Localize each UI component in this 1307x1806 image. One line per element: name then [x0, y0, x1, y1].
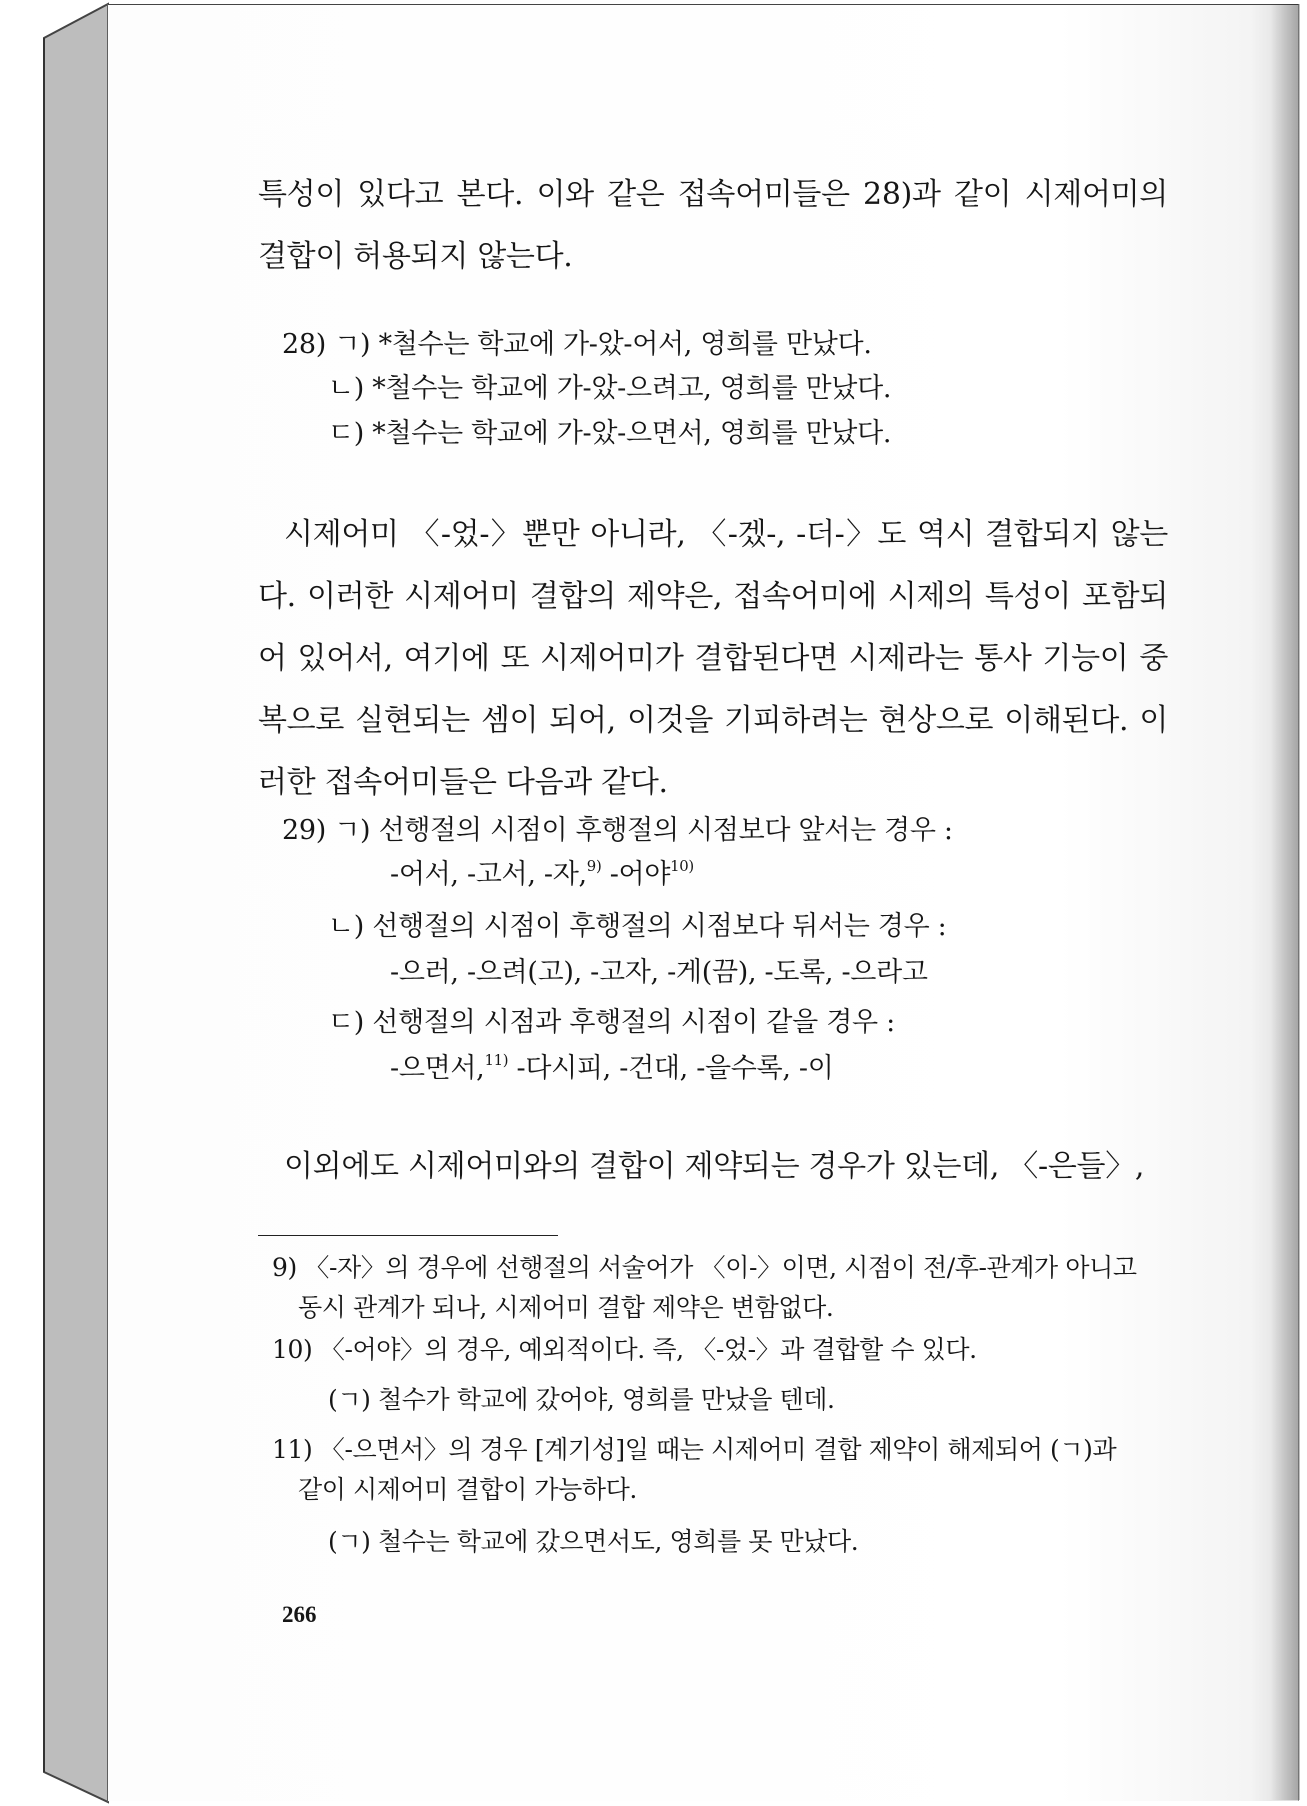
- example-29-a-heading: 29) ㄱ) 선행절의 시점이 후행절의 시점보다 앞서는 경우 :: [282, 815, 953, 846]
- footnote-10-example: (ㄱ) 철수가 학교에 갔어야, 영희를 만났을 텐데.: [328, 1385, 835, 1414]
- footnote-11-line-2: 같이 시제어미 결합이 가능하다.: [298, 1475, 637, 1504]
- footnote-ref-9: 9): [586, 857, 602, 876]
- example-29-c-list-part1: -으면서,: [390, 1053, 485, 1084]
- example-29-a-list-part1: -어서, -고서, -자,: [390, 859, 587, 890]
- example-28-b: ㄴ) *철수는 학교에 가-았-으려고, 영희를 만났다.: [328, 373, 892, 404]
- footnote-9-line-2: 동시 관계가 되나, 시제어미 결합 제약은 변함없다.: [298, 1293, 834, 1322]
- example-29-a-list: [390, 852, 694, 891]
- footnote-9-line-1: 9) 〈-자〉의 경우에 선행절의 서술어가 〈이-〉이면, 시점이 전/후-관계가 아니고: [272, 1253, 1137, 1282]
- footnote-divider: [258, 1235, 558, 1236]
- footnote-10-line-1: 10) 〈-어야〉의 경우, 예외적이다. 즉, 〈-었-〉과 결합할 수 있다.: [272, 1335, 977, 1364]
- footnote-ref-11: 11): [484, 1051, 509, 1070]
- example-29-a-list-part2: -어야: [601, 859, 671, 890]
- page-edge-shadow: [1270, 4, 1300, 1800]
- footnote-11-line-1: 11) 〈-으면서〉의 경우 [계기성]일 때는 시제어미 결합 제약이 해제되어 (ㄱ)과: [272, 1435, 1117, 1464]
- page-number: 266: [282, 1602, 317, 1627]
- footnote-11-example: (ㄱ) 철수는 학교에 갔으면서도, 영희를 못 만났다.: [328, 1527, 859, 1556]
- example-29-c-heading: ㄷ) 선행절의 시점과 후행절의 시점이 같을 경우 :: [328, 1007, 895, 1038]
- example-29-c-list: [390, 1046, 834, 1085]
- paragraph-1: 특성이 있다고 본다. 이와 같은 접속어미들은 28)과 같이 시제어미의 결합이 허용되지 않는다.: [258, 177, 1168, 274]
- footnote-ref-10: 10): [670, 857, 694, 876]
- example-28-c: ㄷ) *철수는 학교에 가-았-으면서, 영희를 만났다.: [328, 418, 892, 449]
- example-29-b-heading: ㄴ) 선행절의 시점이 후행절의 시점보다 뒤서는 경우 :: [328, 911, 947, 942]
- example-28-a: 28) ㄱ) *철수는 학교에 가-았-어서, 영희를 만났다.: [282, 329, 872, 360]
- example-29-b-list: -으러, -으려(고), -고자, -게(끔), -도록, -으라고: [390, 957, 928, 988]
- example-29-c-list-part2: -다시피, -건대, -을수록, -이: [508, 1053, 834, 1084]
- paragraph-2: 시제어미 〈-었-〉뿐만 아니라, 〈-겠-, -더-〉도 역시 결합되지 않는다. 이러한 시제어미 결합의 제약은, 접속어미에 시제의 특성이 포함되어 있어서, 여기에 또 시제어미가 결합된다면 시제라는 통사 기능이 중복으로 실현되는 셈이 되어, 이것을 기피하려는 현상으로 이해된다. 이러한 접속어미들은 다음과 같다.: [258, 517, 1168, 800]
- paragraph-3: 이외에도 시제어미와의 결합이 제약되는 경우가 있는데, 〈-은들〉,: [284, 1149, 1145, 1184]
